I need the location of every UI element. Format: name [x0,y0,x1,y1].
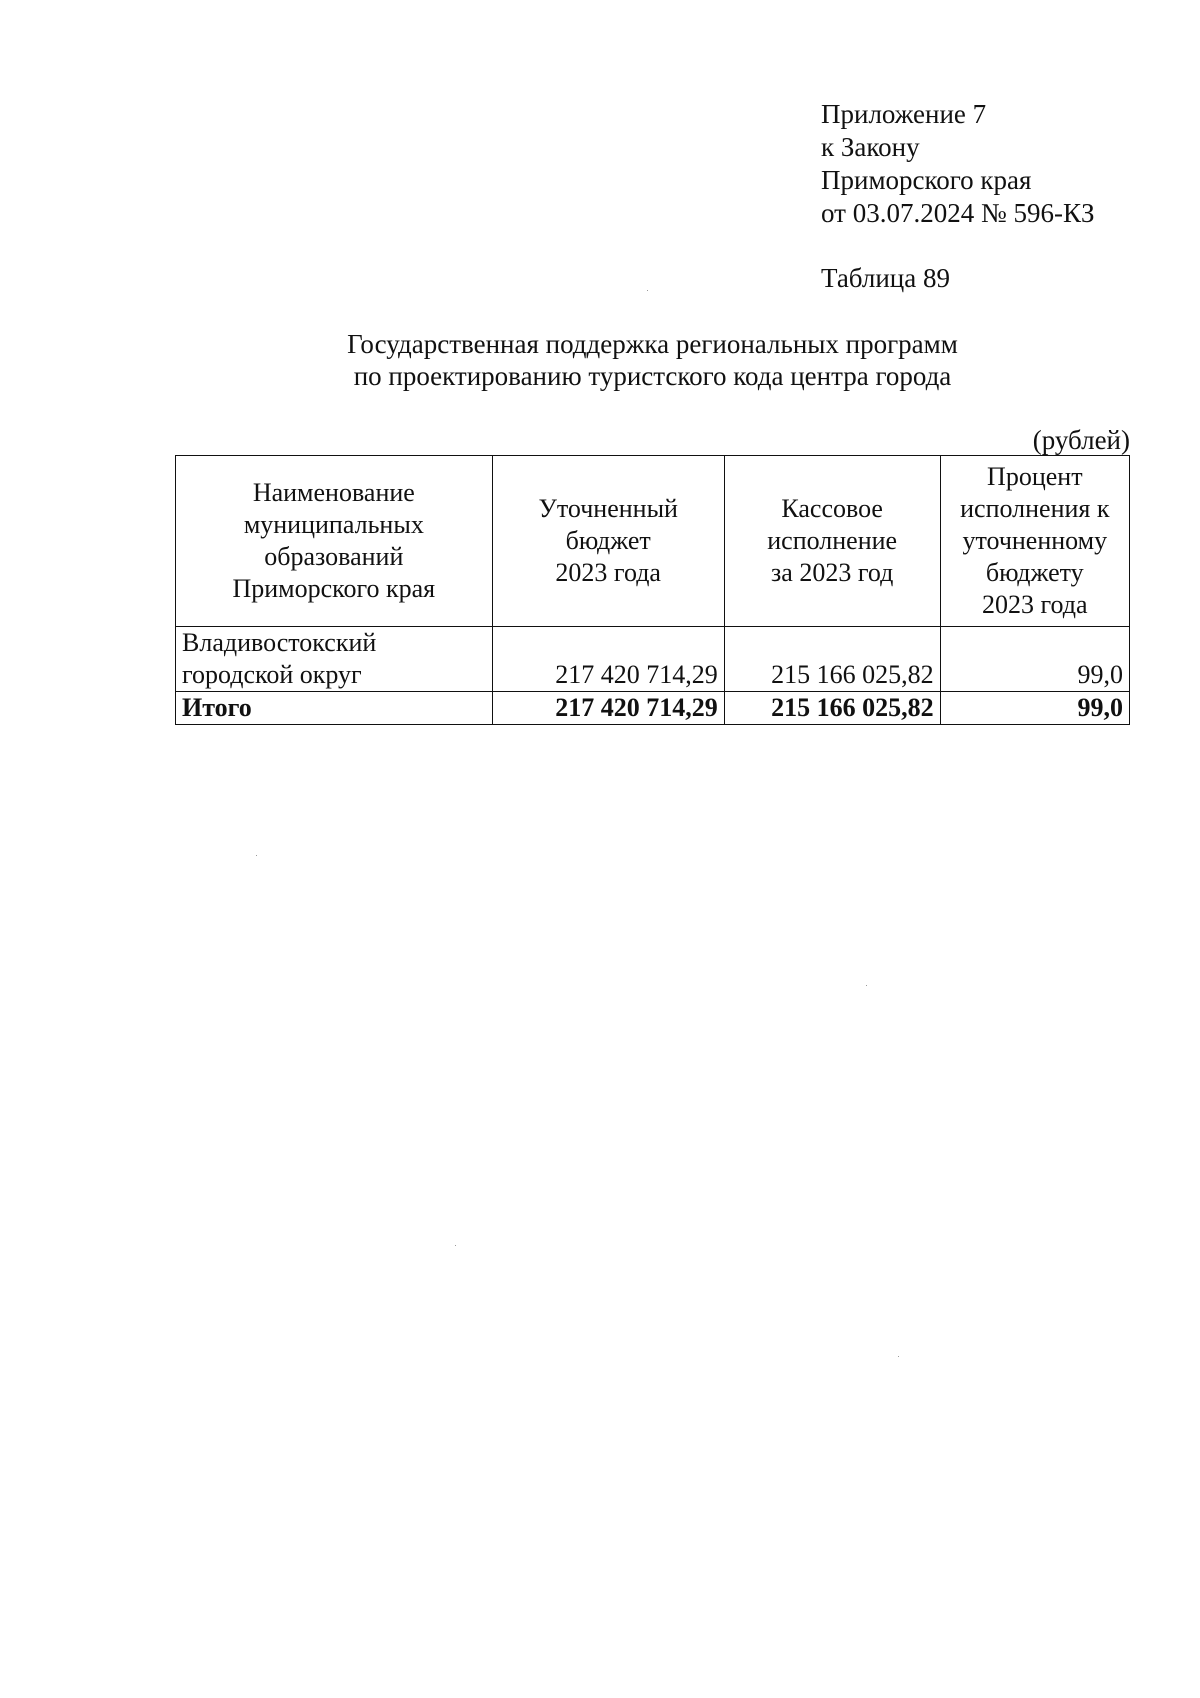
units-label: (рублей) [1032,425,1130,455]
header-line: 2023 года [982,590,1088,619]
total-cash-execution: 215 166 025,82 [724,692,940,725]
total-percent: 99,0 [940,692,1129,725]
scan-speck [898,1356,899,1357]
header-line: 2023 года [555,558,661,587]
header-line: уточненному [962,526,1108,555]
budget-table [175,455,1130,725]
total-row [176,692,1130,725]
total-label: Итого [176,692,493,725]
document-title [175,328,1130,392]
total-budget: 217 420 714,29 [492,692,724,725]
municipality-line: городской округ [182,660,362,689]
scan-speck [455,1245,456,1246]
appendix-line: Приложение 7 [821,99,987,129]
scan-speck [866,985,867,986]
appendix-line: к Закону [821,132,920,162]
header-line: исполнение [767,526,898,555]
header-line: Наименование [252,478,415,507]
scan-speck [256,855,257,856]
header-line: Уточненный [538,494,678,523]
header-line: за 2023 год [771,558,894,587]
budget-cell: 217 420 714,29 [492,627,724,692]
appendix-block [821,98,1094,230]
header-line: образований [264,542,404,571]
municipality-cell [176,627,493,692]
cash-execution-cell: 215 166 025,82 [724,627,940,692]
header-cash-execution [724,456,940,627]
header-line: бюджету [985,558,1084,587]
header-budget [492,456,724,627]
title-line: Государственная поддержка региональных программ [347,329,958,359]
header-line: Кассовое [781,494,883,523]
header-line: Процент [987,462,1083,491]
header-line: бюджет [565,526,651,555]
appendix-line: от 03.07.2024 № 596-КЗ [821,198,1095,228]
table-number: Таблица 89 [821,263,950,293]
municipality-line: Владивостокский [182,628,377,657]
header-line: муниципальных [243,510,424,539]
header-line: Приморского края [232,574,436,603]
table-header-row [176,456,1130,627]
title-line: по проектированию туристского кода центра города [353,361,952,391]
header-line: исполнения к [960,494,1110,523]
appendix-line: Приморского края [821,165,1032,195]
header-percent [940,456,1129,627]
header-municipality [176,456,493,627]
percent-cell: 99,0 [940,627,1129,692]
scan-speck [647,290,648,291]
table-row [176,627,1130,692]
